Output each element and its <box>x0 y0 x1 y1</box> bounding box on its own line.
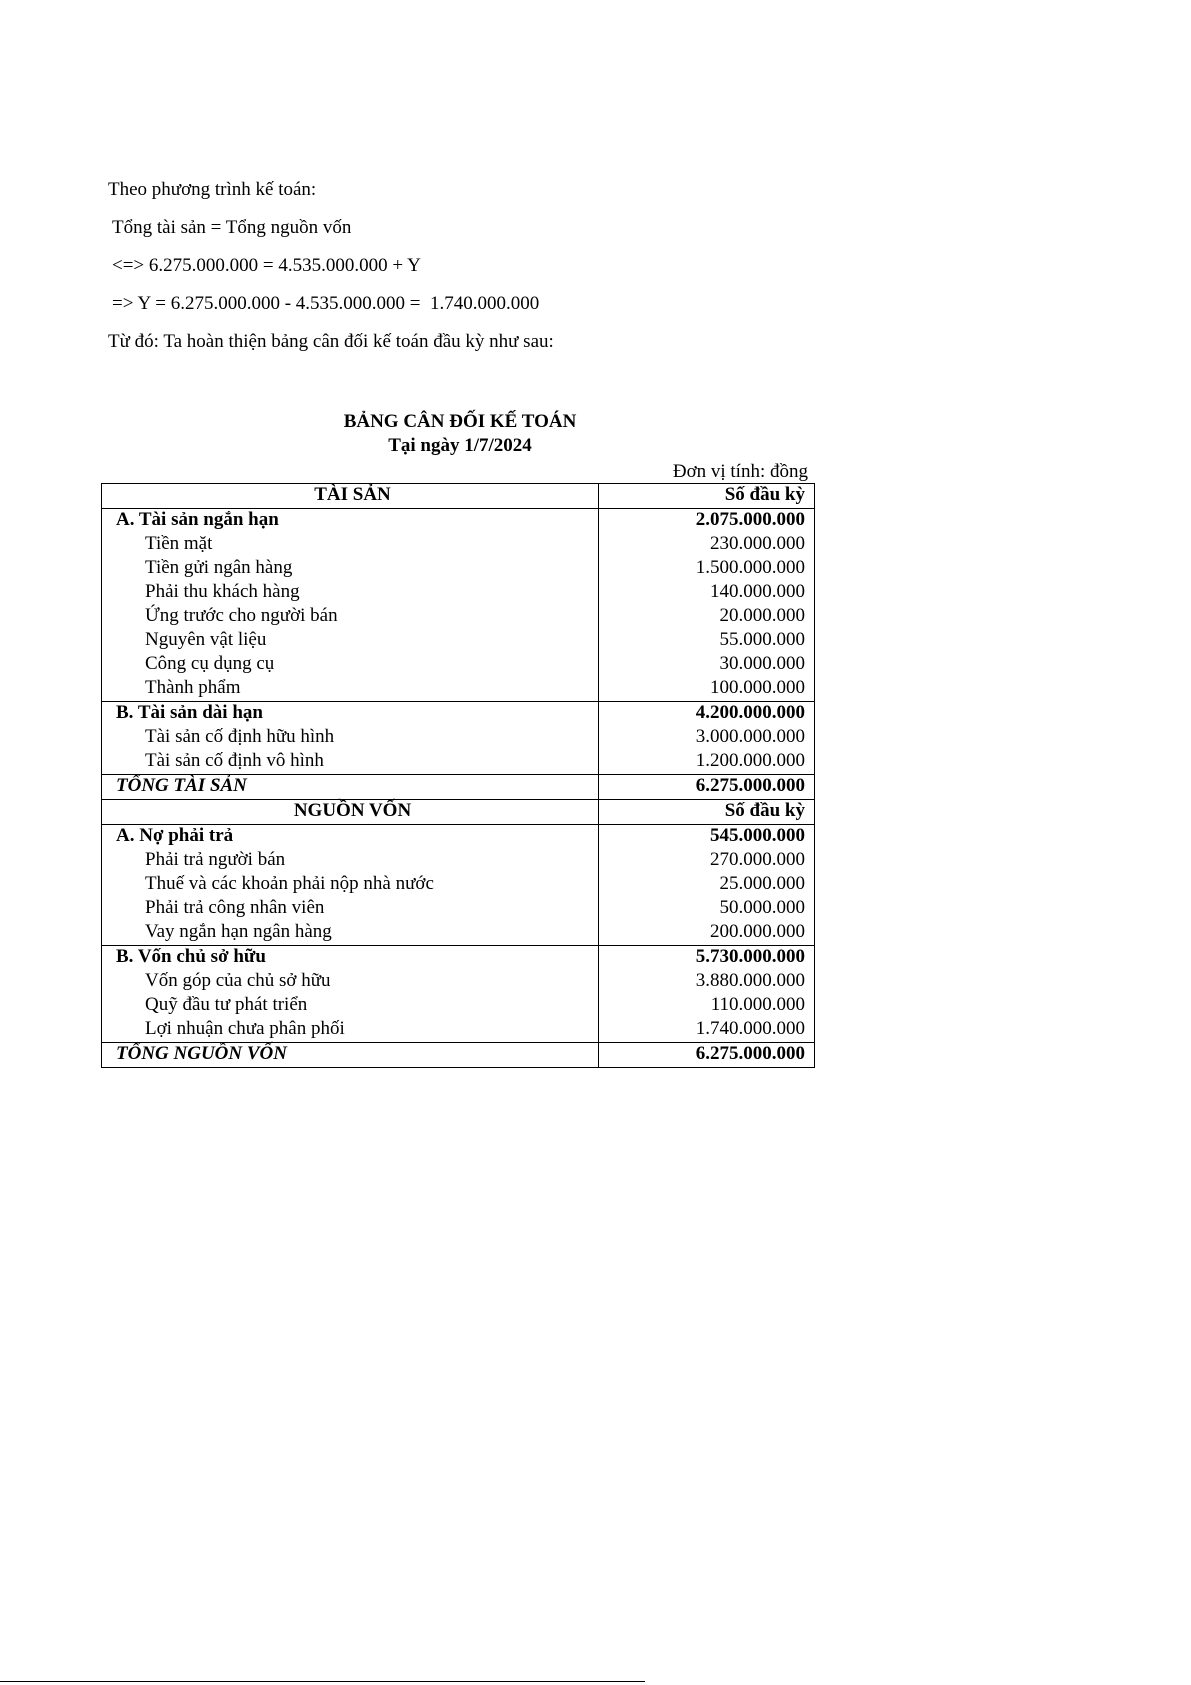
intro-line: Tổng tài sản = Tổng nguồn vốn <box>112 217 352 238</box>
table-row <box>102 750 815 775</box>
table-header-row <box>102 484 815 509</box>
intro-line: => Y = 6.275.000.000 - 4.535.000.000 = 1.740.000.000 <box>112 293 540 314</box>
total-assets-value: 6.275.000.000 <box>599 775 815 800</box>
table-row <box>102 653 815 677</box>
table-row <box>102 605 815 629</box>
item-value: 100.000.000 <box>599 677 815 702</box>
total-row <box>102 1043 815 1068</box>
item-value: 20.000.000 <box>599 605 815 629</box>
item-value: 1.500.000.000 <box>599 557 815 581</box>
item-value: 200.000.000 <box>599 921 815 946</box>
intro-line: Từ đó: Ta hoàn thiện bảng cân đối kế toán đầu kỳ như sau: <box>108 331 554 352</box>
item-name: Nguyên vật liệu <box>102 629 599 653</box>
section-row <box>102 825 815 850</box>
report-date: Tại ngày 1/7/2024 <box>388 435 532 456</box>
section-row <box>102 509 815 534</box>
table-row <box>102 897 815 921</box>
intro-line: Theo phương trình kế toán: <box>108 179 317 200</box>
page-footer-rule <box>0 1681 645 1682</box>
item-name: Lợi nhuận chưa phân phối <box>102 1018 599 1043</box>
table-row <box>102 677 815 702</box>
item-value: 110.000.000 <box>599 994 815 1018</box>
table-row <box>102 1018 815 1043</box>
section-name: B. Vốn chủ sở hữu <box>102 946 599 971</box>
item-value: 230.000.000 <box>599 533 815 557</box>
table-row <box>102 921 815 946</box>
item-value: 55.000.000 <box>599 629 815 653</box>
report-title: BẢNG CÂN ĐỐI KẾ TOÁN <box>343 411 577 432</box>
intro-line: <=> 6.275.000.000 = 4.535.000.000 + Y <box>112 255 421 276</box>
item-value: 50.000.000 <box>599 897 815 921</box>
item-value: 25.000.000 <box>599 873 815 897</box>
table-row <box>102 970 815 994</box>
table-row <box>102 581 815 605</box>
item-name: Ứng trước cho người bán <box>102 605 599 629</box>
section-row <box>102 702 815 727</box>
item-name: Phải thu khách hàng <box>102 581 599 605</box>
item-name: Thuế và các khoản phải nộp nhà nước <box>102 873 599 897</box>
item-name: Phải trả công nhân viên <box>102 897 599 921</box>
intro-text <box>108 180 554 370</box>
item-name: Vốn góp của chủ sở hữu <box>102 970 599 994</box>
item-value: 3.000.000.000 <box>599 726 815 750</box>
period-header: Số đầu kỳ <box>599 484 815 509</box>
item-name: Tiền mặt <box>102 533 599 557</box>
table-row <box>102 994 815 1018</box>
section-name: A. Nợ phải trả <box>102 825 599 850</box>
item-name: Tài sản cố định vô hình <box>102 750 599 775</box>
table-row <box>102 629 815 653</box>
table-row <box>102 557 815 581</box>
total-assets-label: TỔNG TÀI SẢN <box>102 775 599 800</box>
table-row <box>102 726 815 750</box>
section-value: 5.730.000.000 <box>599 946 815 971</box>
section-value: 2.075.000.000 <box>599 509 815 534</box>
item-name: Tiền gửi ngân hàng <box>102 557 599 581</box>
item-name: Công cụ dụng cụ <box>102 653 599 677</box>
balance-sheet-table <box>101 483 815 1068</box>
item-name: Tài sản cố định hữu hình <box>102 726 599 750</box>
section-row <box>102 946 815 971</box>
item-value: 140.000.000 <box>599 581 815 605</box>
total-row <box>102 775 815 800</box>
item-value: 1.200.000.000 <box>599 750 815 775</box>
table-row <box>102 873 815 897</box>
item-name: Quỹ đầu tư phát triển <box>102 994 599 1018</box>
sources-header: NGUỒN VỐN <box>102 800 599 825</box>
section-name: A. Tài sản ngắn hạn <box>102 509 599 534</box>
item-value: 1.740.000.000 <box>599 1018 815 1043</box>
total-sources-label: TỔNG NGUỒN VỐN <box>102 1043 599 1068</box>
item-value: 3.880.000.000 <box>599 970 815 994</box>
period-header: Số đầu kỳ <box>599 800 815 825</box>
assets-header: TÀI SẢN <box>102 484 599 509</box>
total-sources-value: 6.275.000.000 <box>599 1043 815 1068</box>
section-name: B. Tài sản dài hạn <box>102 702 599 727</box>
item-name: Phải trả người bán <box>102 849 599 873</box>
item-name: Thành phẩm <box>102 677 599 702</box>
table-row <box>102 533 815 557</box>
table-header-row <box>102 800 815 825</box>
item-name: Vay ngắn hạn ngân hàng <box>102 921 599 946</box>
item-value: 270.000.000 <box>599 849 815 873</box>
unit-label: Đơn vị tính: đồng <box>672 461 808 482</box>
item-value: 30.000.000 <box>599 653 815 677</box>
section-value: 4.200.000.000 <box>599 702 815 727</box>
section-value: 545.000.000 <box>599 825 815 850</box>
table-row <box>102 849 815 873</box>
